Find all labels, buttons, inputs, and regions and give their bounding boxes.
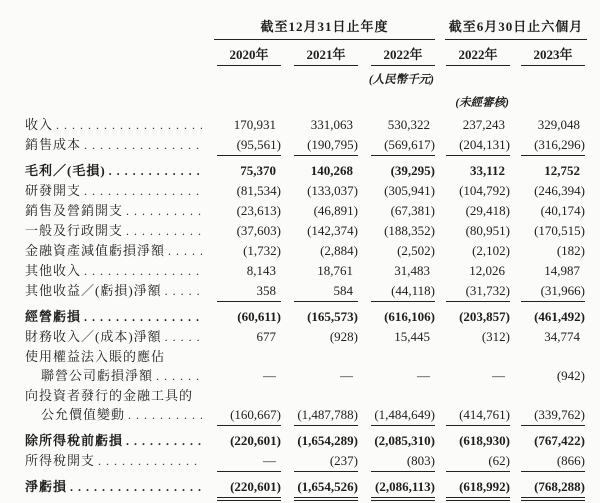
value-cell <box>283 307 360 326</box>
row-label <box>25 261 206 281</box>
cell-value: (305,941) <box>384 183 435 198</box>
value-cell <box>206 477 283 498</box>
row-label <box>25 327 206 347</box>
dot-leader <box>84 261 202 281</box>
value-cell <box>512 261 587 280</box>
cell-value: (2,884) <box>320 243 358 258</box>
cell-value: — <box>340 368 353 383</box>
value-cell <box>512 431 587 450</box>
cell-value: (37,603) <box>236 223 281 238</box>
cell-value: 31,483 <box>394 263 430 278</box>
value-cell <box>206 161 283 180</box>
cell-value: (1,654,526) <box>294 477 358 498</box>
cell-value: (165,573) <box>307 309 358 324</box>
cell-value: (95,561) <box>217 135 281 156</box>
cell-value: (1,732) <box>243 243 281 258</box>
value-cell <box>437 451 512 472</box>
value-cell <box>437 135 512 156</box>
row-label <box>25 161 206 181</box>
row-label <box>25 201 206 221</box>
value-cell <box>512 115 587 134</box>
cell-value: — <box>217 451 281 472</box>
value-cell <box>512 201 587 220</box>
value-cell <box>437 307 512 326</box>
row-label-text: 毛利／(毛損) <box>25 163 106 178</box>
value-cell <box>206 307 283 326</box>
value-cell <box>360 405 437 426</box>
cell-value: (39,295) <box>390 163 435 178</box>
cell-value: (40,174) <box>540 203 585 218</box>
cell-value: (2,086,113) <box>371 477 435 498</box>
cell-value: (616,106) <box>384 309 435 324</box>
cell-value: (182) <box>556 243 585 258</box>
value-cell <box>437 115 512 134</box>
value-cell <box>283 405 360 426</box>
cell-value: (188,352) <box>384 223 435 238</box>
value-cell <box>206 451 283 472</box>
table-body <box>25 115 587 498</box>
year-column-2023-interim: 2023年 <box>512 44 587 66</box>
row-general-admin-expenses <box>25 221 587 241</box>
cell-value: (46,891) <box>313 203 358 218</box>
value-cell <box>437 405 512 426</box>
value-cell <box>360 477 437 498</box>
value-cell <box>512 477 587 498</box>
cell-value: (414,761) <box>446 405 510 426</box>
cell-value: (942) <box>556 368 585 383</box>
row-finance-income-costs-net <box>25 327 587 347</box>
cell-value: (312) <box>481 329 510 344</box>
year-column-2022-interim: 2022年 <box>437 44 512 66</box>
value-cell <box>512 241 587 260</box>
row-revenue <box>25 115 587 135</box>
row-label-text: 淨虧損 <box>25 479 68 494</box>
value-cell <box>437 221 512 240</box>
year-column-2022-annual: 2022年 <box>360 44 437 66</box>
dot-leader <box>56 115 202 135</box>
value-cell <box>360 386 437 405</box>
value-cell <box>512 181 587 200</box>
value-cell <box>206 241 283 260</box>
value-cell <box>283 135 360 156</box>
row-label <box>25 386 206 405</box>
value-cell <box>206 366 283 385</box>
row-label-text: 除所得稅前虧損 <box>25 433 124 448</box>
value-cell <box>360 115 437 134</box>
value-cell <box>437 327 512 346</box>
value-cell <box>360 241 437 260</box>
cell-value: 8,143 <box>246 263 276 278</box>
cell-value: 237,243 <box>462 117 505 132</box>
row-share-of-associates-losses-line2 <box>25 366 587 386</box>
year-column-2021: 2021年 <box>283 44 360 66</box>
row-loss-before-income-tax <box>25 431 587 451</box>
cell-value: (928) <box>329 329 358 344</box>
dot-leader <box>165 327 202 347</box>
row-label-text: 金融資產減值虧損淨額 <box>25 243 166 258</box>
value-cell <box>437 241 512 260</box>
value-cell <box>360 281 437 302</box>
row-label <box>25 431 206 451</box>
value-cell <box>283 161 360 180</box>
value-cell <box>360 201 437 220</box>
row-label <box>25 307 206 327</box>
value-cell <box>437 386 512 405</box>
dot-leader <box>126 431 202 451</box>
cell-value: (461,492) <box>534 309 585 324</box>
value-cell <box>206 431 283 450</box>
value-cell <box>512 307 587 326</box>
dot-leader <box>126 201 202 221</box>
cell-value: (142,374) <box>307 223 358 238</box>
cell-value: 329,048 <box>537 117 580 132</box>
cell-value: (1,484,649) <box>371 405 435 426</box>
value-cell <box>360 221 437 240</box>
cell-value: (569,617) <box>371 135 435 156</box>
cell-value: (237) <box>294 451 358 472</box>
cell-value: 358 <box>217 281 281 302</box>
cell-value: (768,288) <box>521 477 585 498</box>
value-cell <box>437 477 512 498</box>
value-cell <box>206 281 283 302</box>
value-cell <box>512 386 587 405</box>
row-label-text: 向投資者發行的金融工具的 <box>25 388 194 403</box>
row-share-of-associates-losses-line1 <box>25 347 587 366</box>
cell-value: 14,987 <box>544 263 580 278</box>
row-label <box>25 405 206 425</box>
cell-value: — <box>492 368 505 383</box>
row-label <box>25 451 206 471</box>
cell-value: 34,774 <box>544 329 580 344</box>
currency-unit-row <box>25 66 587 87</box>
value-cell <box>437 201 512 220</box>
row-label <box>25 241 206 261</box>
row-label <box>25 366 206 386</box>
row-cost-of-sales <box>25 135 587 156</box>
cell-value: (80,951) <box>465 223 510 238</box>
row-other-income <box>25 261 587 281</box>
value-cell <box>283 366 360 385</box>
dot-leader <box>156 366 202 386</box>
cell-value: (1,487,788) <box>294 405 358 426</box>
value-cell <box>512 135 587 156</box>
cell-value: (220,601) <box>230 433 281 448</box>
unaudited-note: (未經審核) <box>455 97 509 109</box>
row-net-loss <box>25 477 587 498</box>
dot-leader <box>168 241 202 261</box>
dot-leader <box>84 307 202 327</box>
value-cell <box>283 451 360 472</box>
row-label-text: 其他收入 <box>25 263 82 278</box>
value-cell <box>283 221 360 240</box>
value-cell <box>512 161 587 180</box>
row-label <box>25 135 206 155</box>
dot-leader <box>98 451 202 471</box>
value-cell <box>206 386 283 405</box>
row-label-text: 研發開支 <box>25 183 82 198</box>
row-label-text: 所得稅開支 <box>25 453 96 468</box>
value-cell <box>512 451 587 472</box>
value-cell <box>206 405 283 426</box>
cell-value: 12,752 <box>544 163 580 178</box>
dot-leader <box>70 477 202 497</box>
cell-value: 170,931 <box>233 117 276 132</box>
row-label <box>25 477 206 497</box>
value-cell <box>360 181 437 200</box>
value-cell <box>206 221 283 240</box>
value-cell <box>437 261 512 280</box>
cell-value: — <box>417 368 430 383</box>
cell-value: (2,085,310) <box>374 433 435 448</box>
value-cell <box>206 201 283 220</box>
row-selling-marketing-expenses <box>25 201 587 221</box>
cell-value: 75,370 <box>240 163 276 178</box>
cell-value: (246,394) <box>534 183 585 198</box>
value-cell <box>283 181 360 200</box>
cell-value: (31,966) <box>521 281 585 302</box>
cell-value: — <box>263 368 276 383</box>
row-label-text: 聯營公司虧損淨額 <box>41 368 154 383</box>
dot-leader <box>126 221 202 241</box>
value-cell <box>283 386 360 405</box>
row-label-text: 經營虧損 <box>25 309 82 324</box>
cell-value: (60,611) <box>237 309 281 324</box>
cell-value: (204,131) <box>446 135 510 156</box>
audit-status-row <box>25 87 587 115</box>
dot-leader <box>109 161 202 181</box>
value-cell <box>512 281 587 302</box>
column-group-interim: 截至6月30日止六個月 <box>445 16 587 40</box>
value-cell <box>360 366 437 385</box>
cell-value: (81,534) <box>236 183 281 198</box>
cell-value: (2,102) <box>472 243 510 258</box>
value-cell <box>360 135 437 156</box>
value-cell <box>206 261 283 280</box>
currency-unit-note: (人民幣千元) <box>368 74 434 86</box>
value-cell <box>360 451 437 472</box>
cell-value: 677 <box>256 329 276 344</box>
cell-value: 331,063 <box>310 117 353 132</box>
value-cell <box>206 115 283 134</box>
income-statement-table <box>25 16 587 503</box>
value-cell <box>360 327 437 346</box>
cell-value: (160,667) <box>217 405 281 426</box>
year-header-row <box>25 44 587 66</box>
cell-value: (618,930) <box>459 433 510 448</box>
cell-value: 140,268 <box>310 163 353 178</box>
value-cell <box>437 431 512 450</box>
cell-value: 12,026 <box>469 263 505 278</box>
cell-value: (1,654,289) <box>297 433 358 448</box>
value-cell <box>437 366 512 385</box>
row-fv-change-financial-instruments-line2 <box>25 405 587 426</box>
cell-value: 15,445 <box>394 329 430 344</box>
year-column-2020: 2020年 <box>206 44 283 66</box>
dot-leader <box>128 405 202 425</box>
row-label-text: 收入 <box>25 117 54 132</box>
cell-value: (2,502) <box>397 243 435 258</box>
value-cell <box>512 221 587 240</box>
value-cell <box>360 261 437 280</box>
row-other-gains-losses-net <box>25 281 587 302</box>
row-label <box>25 347 206 366</box>
cell-value: 530,322 <box>387 117 430 132</box>
row-label <box>25 115 206 135</box>
value-cell <box>283 327 360 346</box>
value-cell <box>283 347 360 366</box>
row-fv-change-financial-instruments-line1 <box>25 386 587 405</box>
value-cell <box>206 181 283 200</box>
cell-value: (133,037) <box>307 183 358 198</box>
column-group-annual: 截至12月31日止年度 <box>214 16 435 40</box>
cell-value: 584 <box>294 281 358 302</box>
cell-value: 33,112 <box>469 163 505 178</box>
row-label-text: 使用權益法入賬的應佔 <box>25 349 166 364</box>
cell-value: (339,762) <box>521 405 585 426</box>
cell-value: (170,515) <box>534 223 585 238</box>
value-cell <box>360 307 437 326</box>
value-cell <box>360 347 437 366</box>
value-cell <box>512 347 587 366</box>
value-cell <box>437 347 512 366</box>
value-cell <box>206 327 283 346</box>
value-cell <box>283 431 360 450</box>
row-label-text: 公允價值變動 <box>41 407 126 422</box>
row-label <box>25 221 206 241</box>
cell-value: (62) <box>446 451 510 472</box>
value-cell <box>283 281 360 302</box>
cell-value: (316,296) <box>521 135 585 156</box>
value-cell <box>360 161 437 180</box>
row-label-text: 銷售成本 <box>25 137 82 152</box>
cell-value: (104,792) <box>459 183 510 198</box>
value-cell <box>283 261 360 280</box>
dot-leader <box>84 135 202 155</box>
column-group-header <box>25 16 587 40</box>
value-cell <box>512 405 587 426</box>
value-cell <box>360 431 437 450</box>
value-cell <box>283 241 360 260</box>
value-cell <box>206 347 283 366</box>
row-label <box>25 281 206 301</box>
dot-leader <box>165 281 202 301</box>
row-label-text: 銷售及營銷開支 <box>25 203 124 218</box>
value-cell <box>512 327 587 346</box>
value-cell <box>206 135 283 156</box>
value-cell <box>283 201 360 220</box>
row-label-text: 財務收入／(成本)淨額 <box>25 329 162 344</box>
cell-value: (767,422) <box>534 433 585 448</box>
value-cell <box>437 181 512 200</box>
value-cell <box>283 477 360 498</box>
cell-value: (23,613) <box>236 203 281 218</box>
dot-leader <box>84 181 202 201</box>
cell-value: (220,601) <box>217 477 281 498</box>
cell-value: (190,795) <box>294 135 358 156</box>
row-label-text: 其他收益／(虧損)淨額 <box>25 283 162 298</box>
cell-value: (67,381) <box>390 203 435 218</box>
cell-value: (803) <box>371 451 435 472</box>
value-cell <box>437 281 512 302</box>
cell-value: (29,418) <box>465 203 510 218</box>
row-operating-loss <box>25 307 587 327</box>
row-gross-profit-loss <box>25 161 587 181</box>
cell-value: (618,992) <box>446 477 510 498</box>
value-cell <box>437 161 512 180</box>
row-impairment-losses-financial-assets <box>25 241 587 261</box>
row-label <box>25 181 206 201</box>
row-income-tax-expense <box>25 451 587 472</box>
row-label-text: 一般及行政開支 <box>25 223 124 238</box>
row-rd-expenses <box>25 181 587 201</box>
value-cell <box>512 366 587 385</box>
cell-value: (866) <box>521 451 585 472</box>
cell-value: (203,857) <box>459 309 510 324</box>
cell-value: 18,761 <box>317 263 353 278</box>
value-cell <box>283 115 360 134</box>
cell-value: (44,118) <box>371 281 435 302</box>
cell-value: (31,732) <box>446 281 510 302</box>
